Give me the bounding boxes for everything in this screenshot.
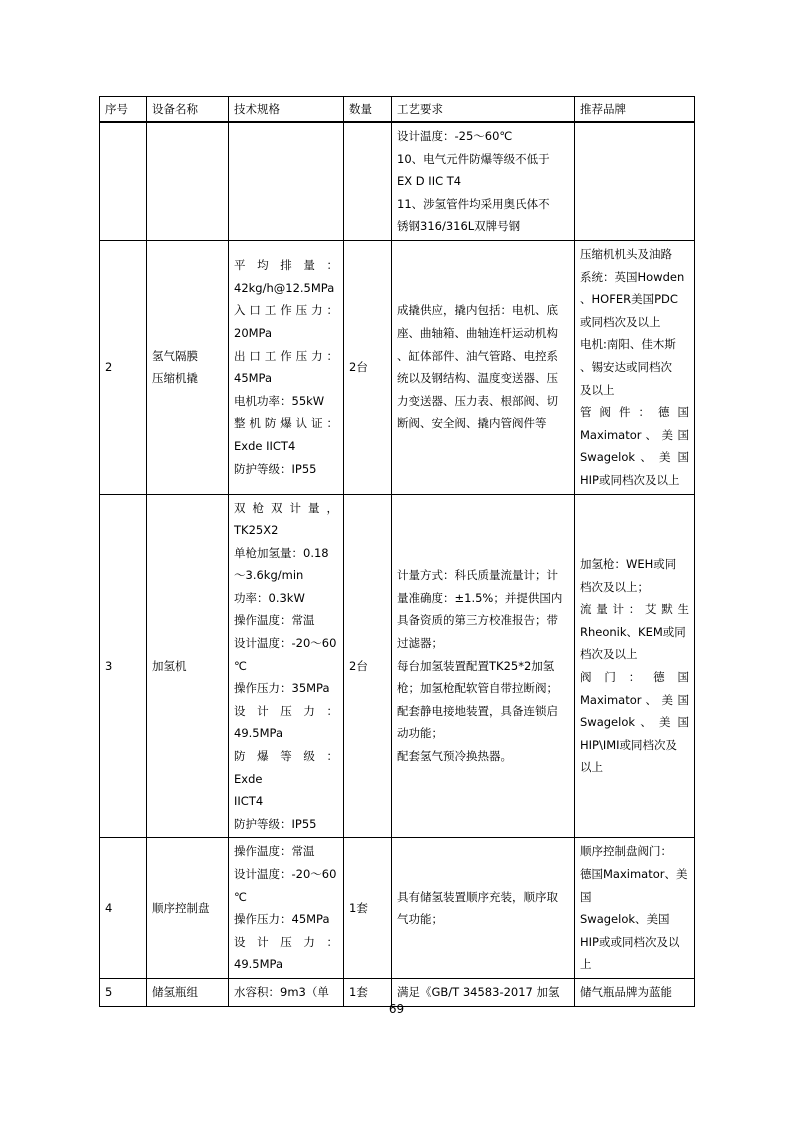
text-line: 设计温度：-20～60 [234,636,337,651]
text-line: 20MPa [234,326,273,341]
text-line: 压缩机撬 [152,371,198,386]
text-line: 设 计 压 力 ： [234,934,338,949]
text-line: 电机功率：55kW [234,393,325,408]
equipment-table [99,96,695,1007]
text-line: 计量方式：科氏质量流量计；计 [397,568,558,583]
cell-name: 加氢机 [147,494,229,838]
text-line: 管 阀 件 ： 德 国 [580,405,689,420]
header-qty: 数量 [344,97,392,123]
text-line: TK25X2 [234,523,279,538]
text-line: 德国Maximator、美国 [580,867,688,904]
text-line: 水容积：9m3（单 [234,984,329,999]
cell-name [147,240,229,494]
cell-no: 5 [100,978,147,1006]
text-line: 双 枪 双 计 量 ， [234,500,338,515]
text-line: 座、曲轴箱、曲轴连杆运动机构 [397,326,558,341]
text-line: 或同档次及以上 [580,314,661,329]
text-line: 平 均 排 量 ： [234,258,338,273]
text-line: Rheonik、KEM或同 [580,624,686,639]
text-line: 流 量 计 ： 艾 默 生 [580,602,689,617]
text-line: 49.5MPa [234,726,283,741]
text-line: 操作温度：常温 [234,613,315,628]
table-row [100,838,695,979]
text-line: 断阀、安全阀、撬内管阀件等 [397,416,547,431]
text-line: 以上 [580,760,603,775]
cell-qty: 1套 [344,838,392,979]
text-line: 11、涉氢管件均采用奥氏体不 [397,196,550,211]
text-line: Swagelok、美国 [580,912,670,927]
text-line: 阀 门 ： 德 国 [580,669,689,684]
text-line: 上 [580,957,592,972]
text-line: EX D IIC T4 [397,174,462,189]
cell-no: 3 [100,494,147,838]
text-line: 过滤器； [397,636,443,651]
text-line: 出 口 工 作 压 力 ： [234,348,338,363]
text-line: 储气瓶品牌为蓝能 [580,984,672,999]
cell-brand [575,240,695,494]
cell-no: 4 [100,838,147,979]
text-line: 具有储氢装置顺序充装，顺序取 [397,889,558,904]
text-line: 系统：英国Howden [580,269,685,284]
table-row [100,494,695,838]
text-line: 及以上 [580,382,615,397]
text-line: HIP或或同档次及以 [580,934,680,949]
text-line: 压缩机机头及油路 [580,246,672,261]
text-line: 防 爆 等 级 ： Exde [234,749,338,786]
cell-brand [575,494,695,838]
text-line: 49.5MPa [234,957,283,972]
text-line: 10、电气元件防爆等级不低于 [397,151,550,166]
text-line: 配套氢气预冷换热器。 [397,749,512,764]
text-line: 、缸体部件、油气管路、电控系 [397,348,558,363]
text-line: HIP\IMI或同档次及 [580,737,678,752]
text-line: 操作压力：45MPa [234,912,330,927]
cell-process [392,838,575,979]
text-line: 防护等级：IP55 [234,461,317,476]
cell-brand [575,122,695,240]
header-brand: 推荐品牌 [575,97,695,123]
header-process: 工艺要求 [392,97,575,123]
cell-spec [229,838,344,979]
text-line: Swagelok 、 美 国 [580,450,689,465]
cell-spec [229,122,344,240]
cell-brand [575,838,695,979]
text-line: 气功能； [397,912,443,927]
cell-spec [229,494,344,838]
cell-process [392,122,575,240]
header-no: 序号 [100,97,147,123]
table-row [100,122,695,240]
text-line: 动功能； [397,726,443,741]
text-line: 满足《GB/T 34583-2017 加氢 [397,984,560,999]
text-line: IICT4 [234,794,264,809]
text-line: HIP或同档次及以上 [580,472,680,487]
text-line: 防护等级：IP55 [234,816,317,831]
text-line: 45MPa [234,371,273,386]
cell-qty: 1套 [344,978,392,1006]
cell-process [392,494,575,838]
text-line: 操作温度：常温 [234,844,315,859]
text-line: 设计温度：-20～60 [234,867,337,881]
text-line: ℃ [234,658,247,673]
text-line: Maximator 、 美 国 [580,692,689,707]
cell-qty [344,122,392,240]
text-line: Maximator 、 美 国 [580,427,689,442]
header-name: 设备名称 [147,97,229,123]
text-line: 功率：0.3kW [234,590,305,605]
text-line: 、HOFER美国PDC [580,292,678,307]
text-line: 档次及以上 [580,647,638,662]
text-line: 电机:南阳、佳木斯 [580,337,676,352]
table-row [100,240,695,494]
text-line: 单枪加氢量：0.18 [234,545,329,560]
cell-qty: 2台 [344,240,392,494]
text-line: 42kg/h@12.5MPa [234,280,335,295]
text-line: 枪；加氢枪配软管自带拉断阀； [397,681,558,696]
text-line: ℃ [234,889,247,904]
text-line: 操作压力：35MPa [234,681,330,696]
text-line: 顺序控制盘阀门： [580,844,672,859]
cell-no: 2 [100,240,147,494]
text-line: Exde IICT4 [234,439,296,454]
text-line: 设计温度：-25～60℃ [397,129,513,143]
cell-spec [229,240,344,494]
cell-process [392,240,575,494]
header-row [100,97,695,123]
cell-qty: 2台 [344,494,392,838]
text-line: 力变送器、压力表、根部阀、切 [397,393,558,408]
text-line: 档次及以上； [580,579,649,594]
text-line: 入 口 工 作 压 力 ： [234,303,338,318]
text-line: 量准确度：±1.5%；并提供国内 [397,590,563,605]
text-line: 氢气隔膜 [152,348,198,363]
text-line: ～3.6kg/min [234,568,304,583]
cell-no [100,122,147,240]
text-line: 加氢枪：WEH或同 [580,556,677,571]
header-spec: 技术规格 [229,97,344,123]
text-line: Swagelok 、 美 国 [580,715,689,730]
cell-name: 顺序控制盘 [147,838,229,979]
text-line: 配套静电接地装置，具备连锁启 [397,703,558,718]
text-line: 具备资质的第三方校准报告；带 [397,613,558,628]
text-line: 成撬供应，撬内包括：电机、底 [397,303,558,318]
text-line: 设 计 压 力 ： [234,703,338,718]
text-line: 每台加氢装置配置TK25*2加氢 [397,658,555,673]
cell-name: 储氢瓶组 [147,978,229,1006]
text-line: 锈钢316/316L双牌号钢 [397,219,521,234]
text-line: 整 机 防 爆 认 证 ： [234,416,338,431]
text-line: 、锡安达或同档次 [580,359,672,374]
text-line: 统以及钢结构、温度变送器、压 [397,371,558,386]
cell-name [147,122,229,240]
page-number: 69 [388,1002,405,1016]
